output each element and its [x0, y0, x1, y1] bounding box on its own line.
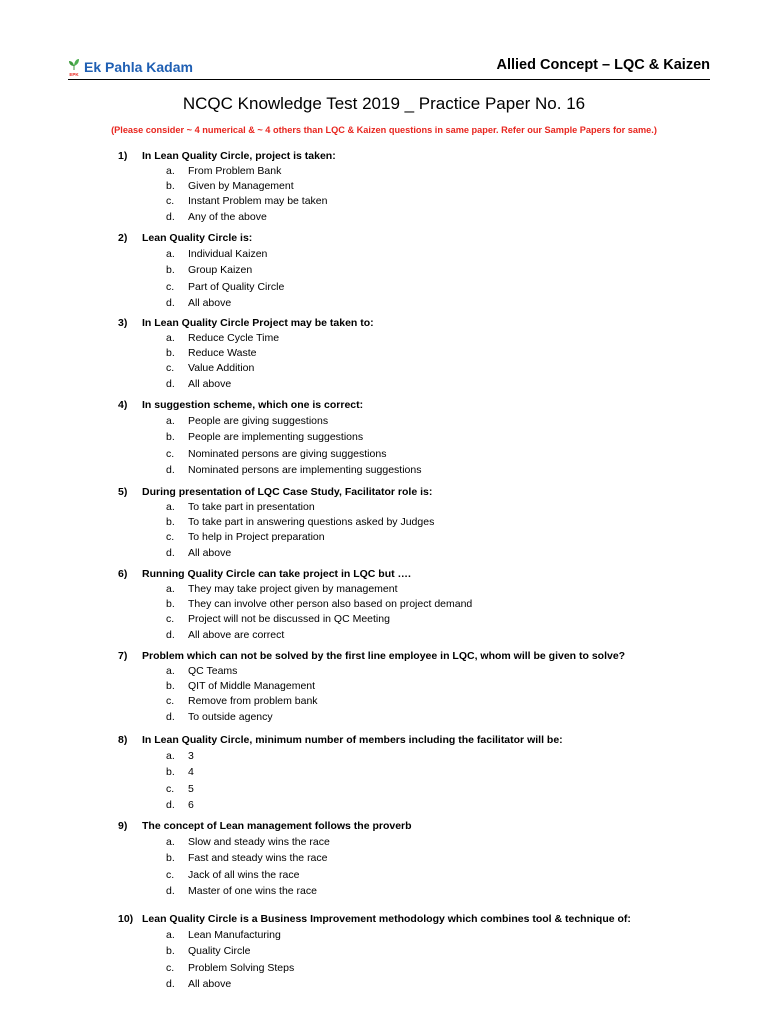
answer-option	[118, 164, 738, 179]
question-text: Problem which can not be solved by the first line employee in LQC, whom will be given to solve?	[142, 650, 626, 662]
option-text: Value Addition	[188, 362, 255, 375]
answer-option	[118, 976, 738, 992]
question-heading	[118, 566, 738, 582]
answer-option	[118, 546, 738, 561]
option-letter: a.	[166, 750, 175, 762]
question-number: 2)	[118, 232, 128, 244]
question-text: Lean Quality Circle is:	[142, 232, 253, 244]
option-text: Lean Manufacturing	[188, 929, 281, 941]
question-heading	[118, 911, 738, 927]
option-text: All above	[188, 977, 232, 990]
answer-option	[118, 943, 738, 959]
question-item	[118, 818, 738, 899]
answer-option	[118, 781, 738, 797]
answer-option	[118, 530, 738, 545]
question-item	[118, 484, 738, 561]
option-letter: d.	[166, 710, 175, 723]
option-text: Instant Problem may be taken	[188, 195, 328, 208]
option-text: 6	[188, 798, 194, 811]
option-letter: a.	[166, 248, 175, 260]
brand-name: Ek Pahla Kadam	[84, 59, 193, 75]
question-text: During presentation of LQC Case Study, Facilitator role is:	[142, 486, 433, 498]
option-letter: d.	[166, 463, 175, 476]
question-heading	[118, 397, 738, 413]
option-text: Fast and steady wins the race	[188, 852, 328, 865]
question-item	[118, 732, 738, 813]
answer-option	[118, 246, 738, 262]
question-item	[118, 148, 738, 225]
question-item	[118, 566, 738, 643]
option-text: Reduce Waste	[188, 347, 257, 360]
question-heading	[118, 484, 738, 500]
answer-option	[118, 515, 738, 530]
question-text: In Lean Quality Circle, minimum number of members including the facilitator will be:	[142, 734, 563, 746]
answer-option	[118, 429, 738, 445]
question-number: 10)	[118, 913, 134, 925]
answer-option	[118, 834, 738, 850]
option-text: Jack of all wins the race	[188, 868, 300, 881]
answer-option	[118, 597, 738, 612]
answer-option	[118, 764, 738, 780]
option-text: Individual Kaizen	[188, 248, 268, 260]
answer-option	[118, 850, 738, 866]
question-number: 8)	[118, 734, 128, 746]
option-letter: c.	[166, 868, 175, 881]
question-heading	[118, 648, 738, 664]
question-number: 3)	[118, 317, 128, 329]
option-text: Master of one wins the race	[188, 884, 317, 897]
option-letter: b.	[166, 347, 175, 360]
option-text: Given by Management	[188, 180, 294, 193]
answer-option	[118, 612, 738, 627]
option-letter: d.	[166, 296, 175, 309]
question-item	[118, 911, 738, 992]
option-letter: a.	[166, 165, 175, 177]
question-text: The concept of Lean management follows the proverb	[142, 820, 412, 832]
question-heading	[118, 732, 738, 748]
answer-option	[118, 679, 738, 694]
page-title: NCQC Knowledge Test 2019 _ Practice Paper No. 16	[182, 94, 586, 113]
option-text: People are giving suggestions	[188, 415, 329, 427]
option-letter: b.	[166, 945, 175, 958]
question-heading	[118, 818, 738, 834]
header-divider	[68, 79, 710, 80]
question-text: Lean Quality Circle is a Business Improvement methodology which combines tool & technique of:	[142, 913, 631, 925]
option-text: People are implementing suggestions	[188, 431, 364, 444]
question-heading	[118, 230, 738, 246]
answer-option	[118, 377, 738, 392]
option-letter: d.	[166, 377, 175, 390]
option-text: To help in Project preparation	[188, 531, 325, 544]
option-letter: c.	[166, 531, 175, 544]
option-text: Problem Solving Steps	[188, 961, 295, 974]
option-letter: b.	[166, 431, 175, 444]
answer-option	[118, 210, 738, 225]
option-text: To take part in presentation	[188, 501, 315, 513]
question-number: 5)	[118, 486, 128, 498]
option-text: To take part in answering questions asked by Judges	[188, 516, 435, 529]
answer-option	[118, 797, 738, 813]
option-letter: c.	[166, 613, 175, 626]
option-text: 4	[188, 766, 194, 779]
question-text: Running Quality Circle can take project in LQC but ….	[142, 568, 411, 580]
answer-option	[118, 413, 738, 429]
option-letter: d.	[166, 798, 175, 811]
option-letter: d.	[166, 210, 175, 223]
sprout-logo-icon	[68, 56, 80, 78]
option-letter: c.	[166, 695, 175, 708]
answer-option	[118, 867, 738, 883]
answer-option	[118, 346, 738, 361]
option-letter: a.	[166, 929, 175, 941]
option-text: Remove from problem bank	[188, 695, 318, 708]
option-letter: b.	[166, 680, 175, 693]
question-heading	[118, 315, 738, 331]
option-letter: b.	[166, 766, 175, 779]
question-number: 9)	[118, 820, 128, 832]
option-letter: c.	[166, 961, 175, 974]
answer-option	[118, 179, 738, 194]
option-letter: a.	[166, 501, 175, 513]
option-letter: d.	[166, 977, 175, 990]
question-text: In Lean Quality Circle, project is taken:	[142, 150, 336, 162]
option-text: Slow and steady wins the race	[188, 836, 330, 848]
option-text: From Problem Bank	[188, 165, 282, 177]
answer-option	[118, 262, 738, 278]
instruction-note: (Please consider ~ 4 numerical & ~ 4 others than LQC & Kaizen questions in same paper. Refer our Sample Papers for same.)	[111, 125, 657, 135]
question-text: In suggestion scheme, which one is correct:	[142, 399, 364, 411]
question-number: 7)	[118, 650, 128, 662]
question-heading	[118, 148, 738, 164]
option-letter: d.	[166, 884, 175, 897]
answer-option	[118, 664, 738, 679]
page-header	[68, 54, 710, 80]
option-letter: a.	[166, 665, 175, 677]
option-letter: c.	[166, 362, 175, 375]
answer-option	[118, 960, 738, 976]
option-letter: a.	[166, 583, 175, 595]
option-letter: b.	[166, 598, 175, 611]
option-text: To outside agency	[188, 710, 273, 723]
option-letter: b.	[166, 180, 175, 193]
option-text: All above	[188, 296, 232, 309]
option-text: 3	[188, 750, 194, 762]
option-text: Any of the above	[188, 210, 267, 223]
question-item	[118, 315, 738, 392]
option-letter: a.	[166, 836, 175, 848]
answer-option	[118, 582, 738, 597]
option-text: All above	[188, 377, 232, 390]
option-letter: d.	[166, 628, 175, 641]
option-letter: c.	[166, 195, 175, 208]
answer-option	[118, 194, 738, 209]
option-letter: c.	[166, 782, 175, 795]
option-letter: c.	[166, 447, 175, 460]
option-letter: a.	[166, 415, 175, 427]
answer-option	[118, 628, 738, 643]
answer-option	[118, 361, 738, 376]
option-letter: d.	[166, 546, 175, 559]
option-text: Part of Quality Circle	[188, 280, 285, 293]
topic-title: Allied Concept – LQC & Kaizen	[496, 57, 710, 73]
option-text: They can involve other person also based on project demand	[188, 598, 473, 611]
answer-option	[118, 748, 738, 764]
option-text: Nominated persons are implementing suggestions	[188, 463, 422, 476]
brand	[68, 56, 193, 78]
question-item	[118, 397, 738, 478]
question-item	[118, 230, 738, 311]
question-item	[118, 648, 738, 725]
answer-option	[118, 694, 738, 709]
question-text: In Lean Quality Circle Project may be taken to:	[142, 317, 374, 329]
option-text: Project will not be discussed in QC Meeting	[188, 613, 390, 626]
option-text: Reduce Cycle Time	[188, 332, 280, 344]
answer-option	[118, 462, 738, 478]
option-letter: b.	[166, 852, 175, 865]
option-text: QC Teams	[188, 665, 238, 677]
option-letter: a.	[166, 332, 175, 344]
option-letter: c.	[166, 280, 175, 293]
answer-option	[118, 883, 738, 899]
question-number: 1)	[118, 150, 128, 162]
answer-option	[118, 279, 738, 295]
option-letter: b.	[166, 516, 175, 529]
answer-option	[118, 331, 738, 346]
question-number: 4)	[118, 399, 128, 411]
answer-option	[118, 500, 738, 515]
option-letter: b.	[166, 264, 175, 277]
question-number: 6)	[118, 568, 128, 580]
option-text: 5	[188, 782, 194, 795]
answer-option	[118, 446, 738, 462]
option-text: They may take project given by management	[188, 583, 398, 595]
option-text: Nominated persons are giving suggestions	[188, 447, 387, 460]
option-text: Quality Circle	[188, 945, 251, 958]
option-text: All above	[188, 546, 232, 559]
option-text: Group Kaizen	[188, 264, 253, 277]
answer-option	[118, 295, 738, 311]
option-text: All above are correct	[188, 628, 285, 641]
option-text: QIT of Middle Management	[188, 680, 316, 693]
answer-option	[118, 927, 738, 943]
answer-option	[118, 710, 738, 725]
svg-text:EPK: EPK	[69, 72, 79, 77]
